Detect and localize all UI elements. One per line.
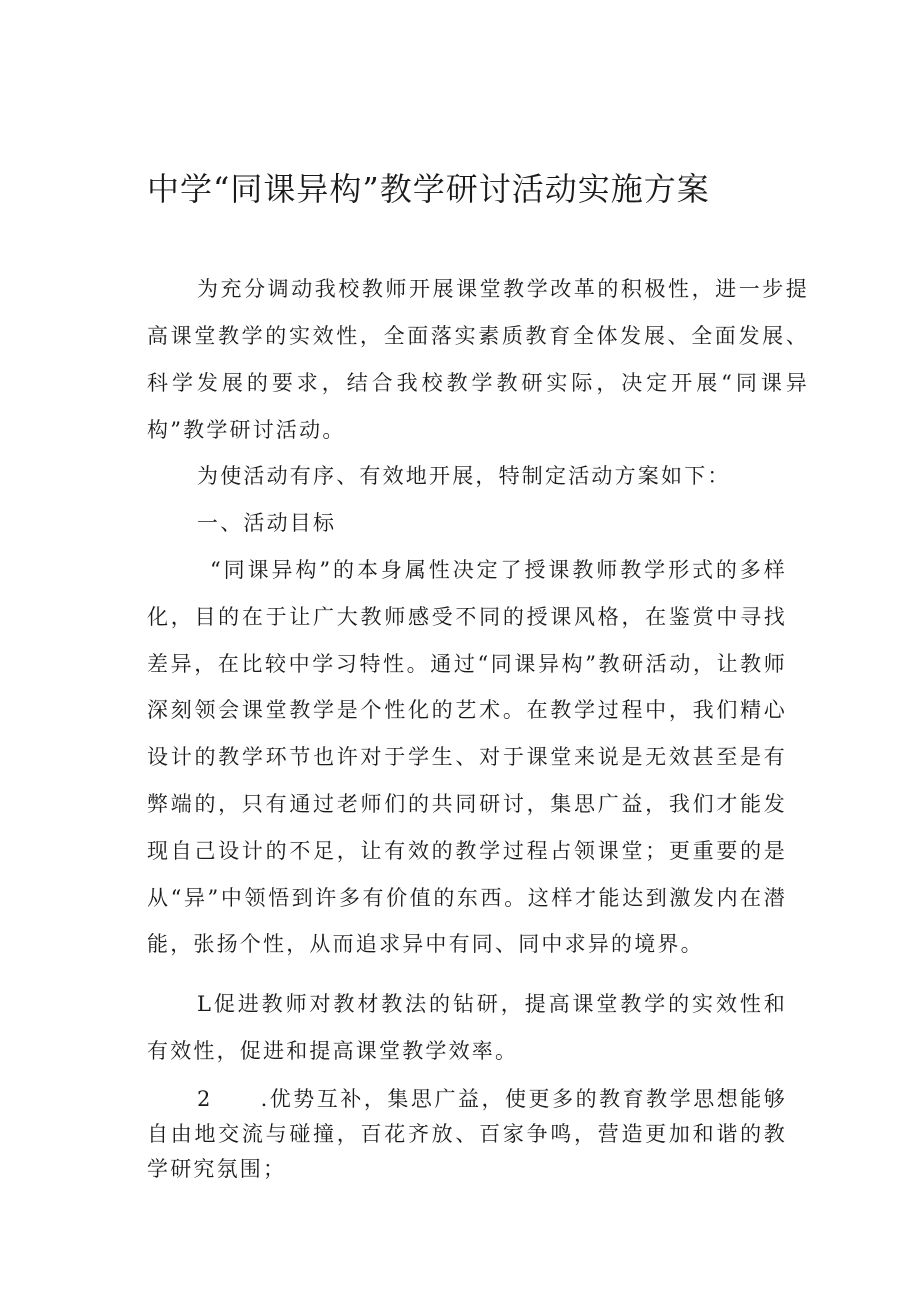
intro-paragraph: 为充分调动我校教师开展课堂教学改革的积极性，进一步提高课堂教学的实效性，全面落实素质教育全体发展、全面发展、科学发展的要求，结合我校教学教研实际，决定开展“同课异构”教学研讨活动。 <box>147 277 809 442</box>
section-heading-goals: 一、活动目标 <box>197 511 337 535</box>
plan-paragraph: 为使活动有序、有效地开展，特制定活动方案如下： <box>197 464 731 488</box>
goal-item-2 <box>147 1082 787 1187</box>
document-title: 中学“同课异构”教学研讨活动实施方案 <box>147 170 710 208</box>
goal-paragraph: “同课异构”的本身属性决定了授课教师教学形式的多样化，目的在于让广大教师感受不同的授课风格，在鉴赏中寻找差异，在比较中学习特性。通过“同课异构”教研活动，让教师深刻领会课堂教学是个性化的艺术。在教学过程中，我们精心设计的教学环节也许对于学生、对于课堂来说是无效甚至是有弊端的，只有通过老师们的共同研讨，集思广益，我们才能发现自己设计的不足，让有效的教学过程占领课堂；更重要的是从“异”中领悟到许多有价值的东西。这样才能达到激发内在潜能，张扬个性，从而追求异中有同、同中求异的境界。 <box>147 558 787 957</box>
goal-item-2-number: 2 <box>197 1087 213 1111</box>
goal-item-1: L促进教师对教材教法的钻研，提高课堂教学的实效性和有效性，促进和提高课堂教学效率。 <box>147 992 787 1063</box>
goal-item-2-text: .优势互补，集思广益，使更多的教育教学思想能够自由地交流与碰撞，百花齐放、百家争鸣，营造更加和谐的教学研究氛围； <box>147 1087 787 1181</box>
